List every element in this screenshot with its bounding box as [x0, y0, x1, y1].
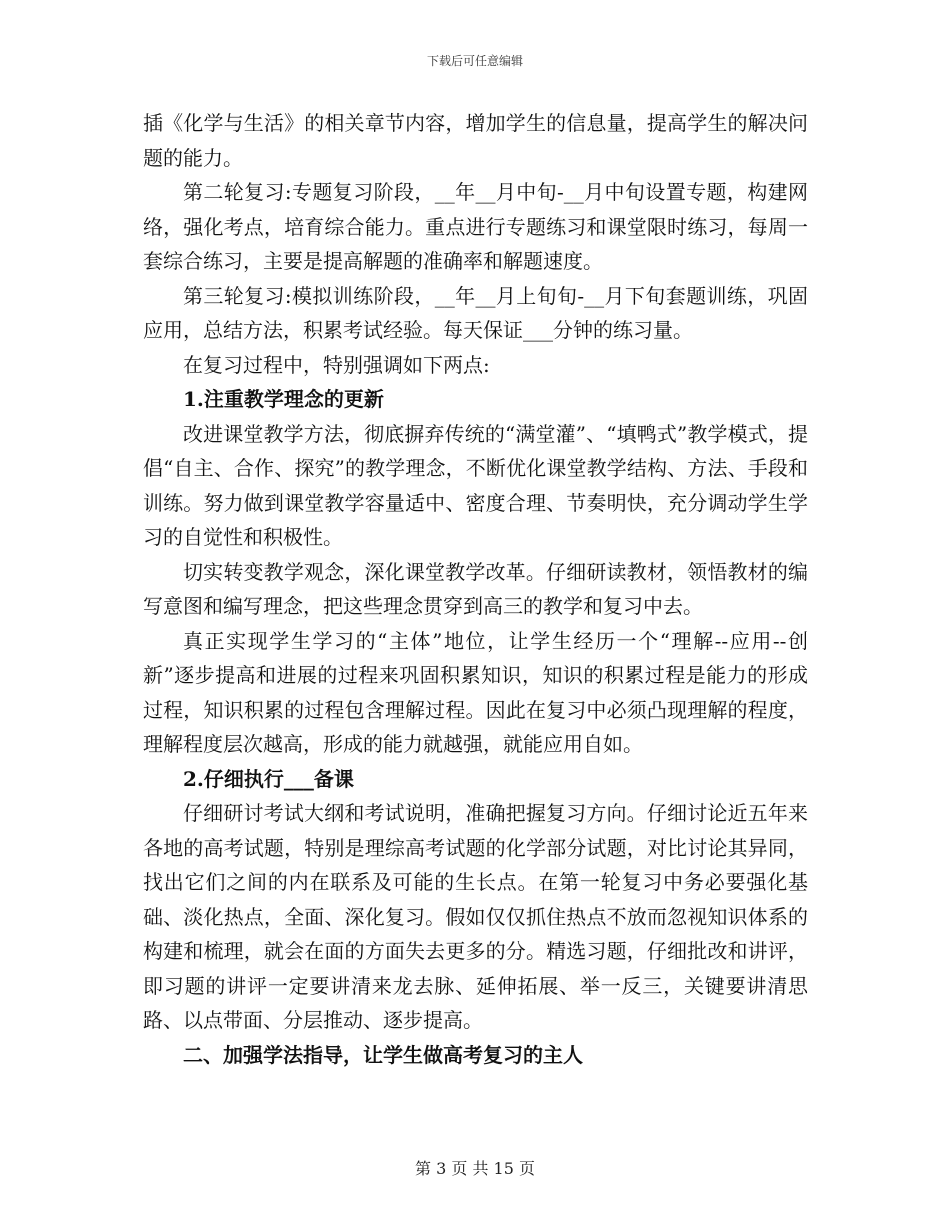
paragraph-emphasis-intro: 在复习过程中，特别强调如下两点:	[183, 352, 490, 377]
page-number: 第 3 页 共 15 页	[415, 1159, 535, 1178]
document-body	[143, 106, 808, 1072]
paragraph-teaching-concepts: 切实转变教学观念，深化课堂教学改革。仔细研读教材，领悟教材的编写意图和编写理念，把这些理念贯穿到高三的教学和复习中去。	[143, 559, 808, 618]
paragraph-continuation: 插《化学与生活》的相关章节内容，增加学生的信息量，提高学生的解决问题的能力。	[143, 111, 808, 170]
section-heading-2: 2.仔细执行___备课	[183, 766, 354, 791]
paragraph-second-round-review: 第二轮复习:专题复习阶段，__年__月中旬-__月中旬设置专题，构建网络，强化考点，培育综合能力。重点进行专题练习和课堂限时练习，每周一套综合练习，主要是提高解题的准确率和解题速度。	[143, 180, 808, 273]
section-heading-study-guidance: 二、加强学法指导，让学生做高考复习的主人	[183, 1042, 583, 1067]
page-header: 下载后可任意编辑	[426, 54, 523, 68]
paragraph-student-subject: 真正实现学生学习的“主体”地位，让学生经历一个“理解--应用--创新”逐步提高和进展的过程来巩固积累知识，知识的积累过程是能力的形成过程，知识积累的过程包含理解过程。因此在复习中必须凸现理解的程度，理解程度层次越高，形成的能力就越强，就能应用自如。	[143, 628, 808, 756]
paragraph-third-round-review: 第三轮复习:模拟训练阶段，__年__月上旬旬-__月下旬套题训练，巩固应用，总结方法，积累考试经验。每天保证___分钟的练习量。	[143, 283, 808, 342]
paragraph-exam-research: 仔细研讨考试大纲和考试说明，准确把握复习方向。仔细讨论近五年来各地的高考试题，特别是理综高考试题的化学部分试题，对比讨论其异同，找出它们之间的内在联系及可能的生长点。在第一轮复习中务必要强化基础、淡化热点，全面、深化复习。假如仅仅抓住热点不放而忽视知识体系的构建和梳理，就会在面的方面失去更多的分。精选习题，仔细批改和讲评，即习题的讲评一定要讲清来龙去脉、延伸拓展、举一反三，关键要讲清思路、以点带面、分层推动、逐步提高。	[143, 801, 808, 1032]
section-heading-1: 1.注重教学理念的更新	[183, 387, 384, 411]
paragraph-teaching-methods: 改进课堂教学方法，彻底摒弃传统的“满堂灌”、“填鸭式”教学模式，提倡“自主、合作、探究”的教学理念，不断优化课堂教学结构、方法、手段和训练。努力做到课堂教学容量适中、密度合理、节奏明快，充分调动学生学习的自觉性和积极性。	[143, 421, 808, 549]
